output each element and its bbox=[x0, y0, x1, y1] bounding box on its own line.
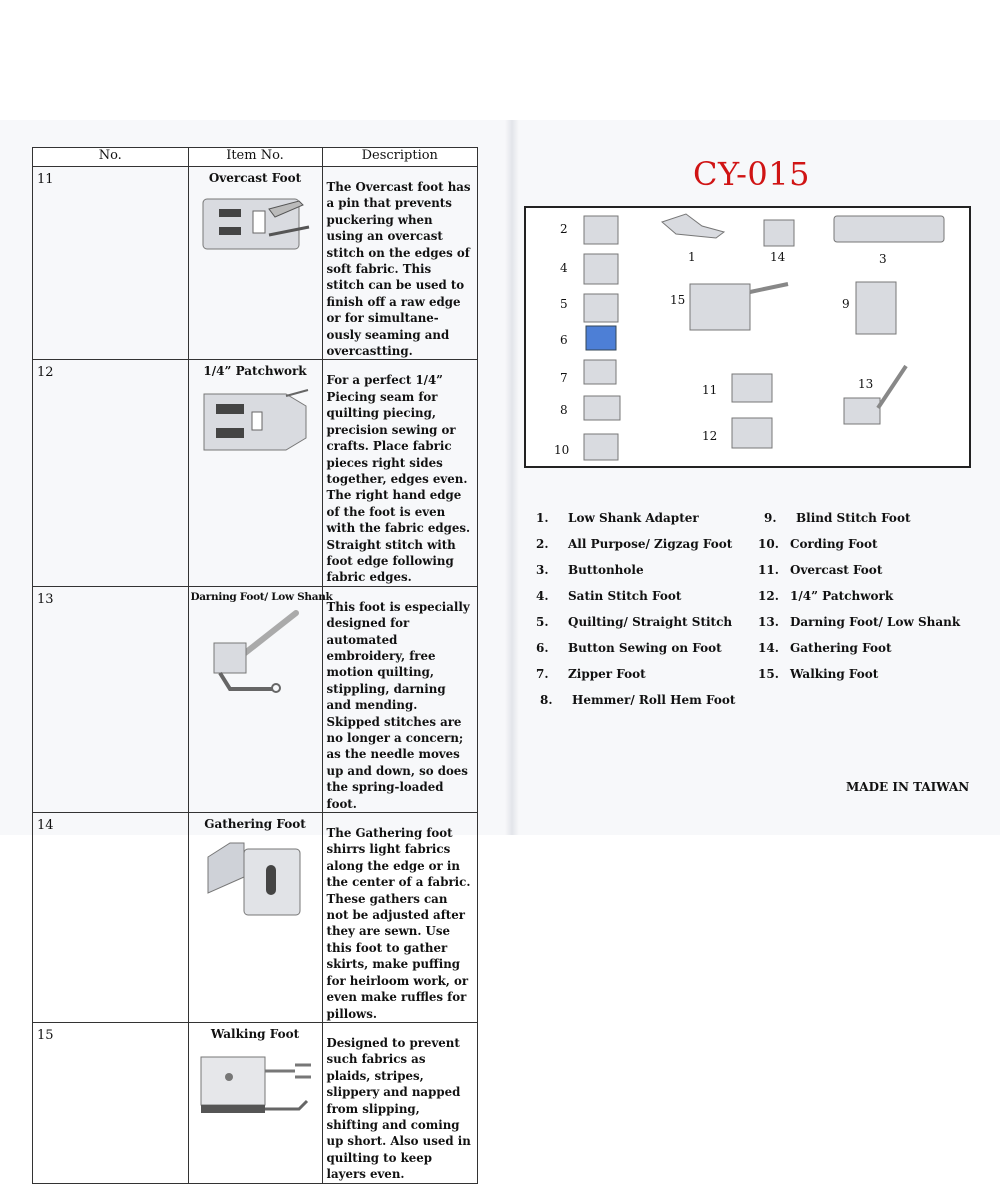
part-label: Zipper Foot bbox=[568, 667, 646, 681]
part-number: 9. bbox=[764, 511, 777, 525]
part-label: All Purpose/ Zigzag Foot bbox=[568, 537, 733, 551]
row-number: 12 bbox=[33, 360, 189, 586]
part-number: 4. bbox=[536, 589, 549, 603]
row-description: This foot is especially designed for automated embroidery, free motion quilting, stippling, darning and mending. Skipped stitches are no longer a concern; as the needle moves up and down, so does the spring-loaded foot. bbox=[322, 586, 478, 812]
list-item bbox=[758, 589, 893, 603]
part-number: 3. bbox=[536, 563, 549, 577]
row-item bbox=[188, 167, 322, 360]
header-no: No. bbox=[33, 148, 189, 167]
walking-foot-image bbox=[195, 1047, 315, 1123]
foot-7-shape bbox=[584, 360, 616, 384]
list-item bbox=[540, 693, 735, 707]
part-number: 11. bbox=[758, 563, 779, 577]
diagram-label: 6 bbox=[560, 333, 568, 347]
gathering-foot-image bbox=[200, 837, 310, 919]
part-label: Low Shank Adapter bbox=[568, 511, 699, 525]
diagram-label: 7 bbox=[560, 371, 568, 385]
list-item bbox=[758, 563, 882, 577]
header-item: Item No. bbox=[188, 148, 322, 167]
part-number: 13. bbox=[758, 615, 779, 629]
foot-8-shape bbox=[584, 396, 620, 420]
foot-11-shape bbox=[732, 374, 772, 402]
row-number: 11 bbox=[33, 167, 189, 360]
row-description: The Gathering foot shirrs light fabrics along the edge or in the center of a fabric. These gathers can not be adjusted after they are sewn. Use this foot to gather skirts, make puffing for heirloom work, or even make ruffles for pillows. bbox=[322, 813, 478, 1023]
part-number: 14. bbox=[758, 641, 779, 655]
part-number: 10. bbox=[758, 537, 779, 551]
list-item bbox=[536, 641, 722, 655]
part-label: 1/4” Patchwork bbox=[790, 589, 894, 603]
list-item bbox=[758, 641, 892, 655]
foot-6-shape bbox=[586, 326, 616, 350]
foot-12-shape bbox=[732, 418, 772, 448]
table-row bbox=[33, 586, 478, 812]
diagram-label: 2 bbox=[560, 222, 568, 236]
header-description: Description bbox=[322, 148, 478, 167]
diagram-label: 9 bbox=[842, 297, 850, 311]
list-item bbox=[536, 537, 732, 551]
list-item bbox=[758, 537, 878, 551]
row-number: 13 bbox=[33, 586, 189, 812]
foot-3-shape bbox=[834, 216, 944, 242]
part-label: Blind Stitch Foot bbox=[796, 511, 911, 525]
part-number: 5. bbox=[536, 615, 549, 629]
diagram-label: 1 bbox=[688, 250, 696, 264]
part-label: Walking Foot bbox=[790, 667, 879, 681]
page-fold bbox=[505, 120, 519, 835]
foot-4-shape bbox=[584, 254, 618, 284]
diagram-label: 8 bbox=[560, 403, 568, 417]
model-title: CY-015 bbox=[693, 155, 810, 193]
part-label: Hemmer/ Roll Hem Foot bbox=[572, 693, 736, 707]
row-number: 15 bbox=[33, 1022, 189, 1183]
foot-14-shape bbox=[764, 220, 794, 246]
list-item bbox=[758, 667, 878, 681]
presser-foot-table bbox=[32, 147, 478, 1184]
part-number: 1. bbox=[536, 511, 549, 525]
row-description: The Overcast foot has a pin that prevents puckering when using an overcast stitch on the edges of soft fabric. This stitch can be used to finish off a raw edge or for simultane-ously seaming and overcastting. bbox=[322, 167, 478, 360]
part-number: 7. bbox=[536, 667, 549, 681]
patchwork-foot-image bbox=[198, 384, 312, 460]
row-number: 14 bbox=[33, 813, 189, 1023]
diagram-label: 10 bbox=[554, 443, 570, 457]
part-label: Gathering Foot bbox=[790, 641, 892, 655]
diagram-label: 12 bbox=[702, 429, 718, 443]
made-in-label: MADE IN TAIWAN bbox=[846, 780, 970, 794]
list-item bbox=[536, 589, 681, 603]
item-name: Darning Foot/ Low Shank bbox=[190, 590, 333, 603]
part-number: 8. bbox=[540, 693, 553, 707]
diagram-label: 13 bbox=[858, 377, 874, 391]
part-number: 2. bbox=[536, 537, 549, 551]
part-label: Darning Foot/ Low Shank bbox=[790, 615, 961, 629]
list-item bbox=[536, 667, 646, 681]
parts-diagram-drawing bbox=[526, 208, 969, 466]
item-name: Overcast Foot bbox=[208, 171, 302, 185]
foot-9-shape bbox=[856, 282, 896, 334]
table-row bbox=[33, 813, 478, 1023]
item-name: Gathering Foot bbox=[204, 817, 306, 832]
diagram-label: 3 bbox=[879, 252, 887, 266]
row-item bbox=[188, 586, 333, 812]
foot-5-shape bbox=[584, 294, 618, 322]
item-name: Walking Foot bbox=[210, 1026, 300, 1041]
diagram-label: 11 bbox=[702, 383, 718, 397]
part-label: Buttonhole bbox=[568, 563, 644, 577]
parts-diagram bbox=[524, 206, 971, 468]
part-number: 12. bbox=[758, 589, 779, 603]
diagram-label: 5 bbox=[560, 297, 568, 311]
row-description: Designed to prevent such fabrics as plaids, stripes, slippery and napped from slipping, shifting and coming up short. Also used in quilting to keep layers even. bbox=[322, 1022, 478, 1183]
diagram-label: 4 bbox=[560, 261, 568, 275]
diagram-label: 14 bbox=[770, 250, 786, 264]
item-name: 1/4” Patchwork bbox=[203, 364, 307, 379]
part-label: Cording Foot bbox=[790, 537, 878, 551]
list-item bbox=[758, 615, 960, 629]
overcast-foot-image bbox=[199, 191, 311, 259]
foot-15-shape bbox=[690, 284, 750, 330]
part-label: Overcast Foot bbox=[790, 563, 883, 577]
list-item bbox=[536, 615, 732, 629]
part-number: 6. bbox=[536, 641, 549, 655]
table-row bbox=[33, 360, 478, 586]
part-label: Quilting/ Straight Stitch bbox=[568, 615, 733, 629]
row-description: For a perfect 1/4” Piecing seam for quilting piecing, precision sewing or crafts. Place fabric pieces right sides together, edges even. The right hand edge of the foot is even with the fabric edges. Straight stitch with foot edge following fabric edges. bbox=[322, 360, 478, 586]
diagram-label: 15 bbox=[670, 293, 686, 307]
part-label: Satin Stitch Foot bbox=[568, 589, 682, 603]
darning-foot-image bbox=[200, 609, 310, 695]
row-item bbox=[188, 1022, 322, 1183]
foot-1-shape bbox=[662, 214, 724, 238]
row-item bbox=[188, 813, 322, 1023]
foot-2-shape bbox=[584, 216, 618, 244]
list-item bbox=[764, 511, 911, 525]
list-item bbox=[536, 511, 699, 525]
row-item bbox=[188, 360, 322, 586]
part-label: Button Sewing on Foot bbox=[568, 641, 722, 655]
table-row bbox=[33, 167, 478, 360]
foot-10-shape bbox=[584, 434, 618, 460]
list-item bbox=[536, 563, 644, 577]
part-number: 15. bbox=[758, 667, 779, 681]
table-row bbox=[33, 1022, 478, 1183]
table-header-row bbox=[33, 148, 478, 167]
foot-13-shape bbox=[844, 398, 880, 424]
